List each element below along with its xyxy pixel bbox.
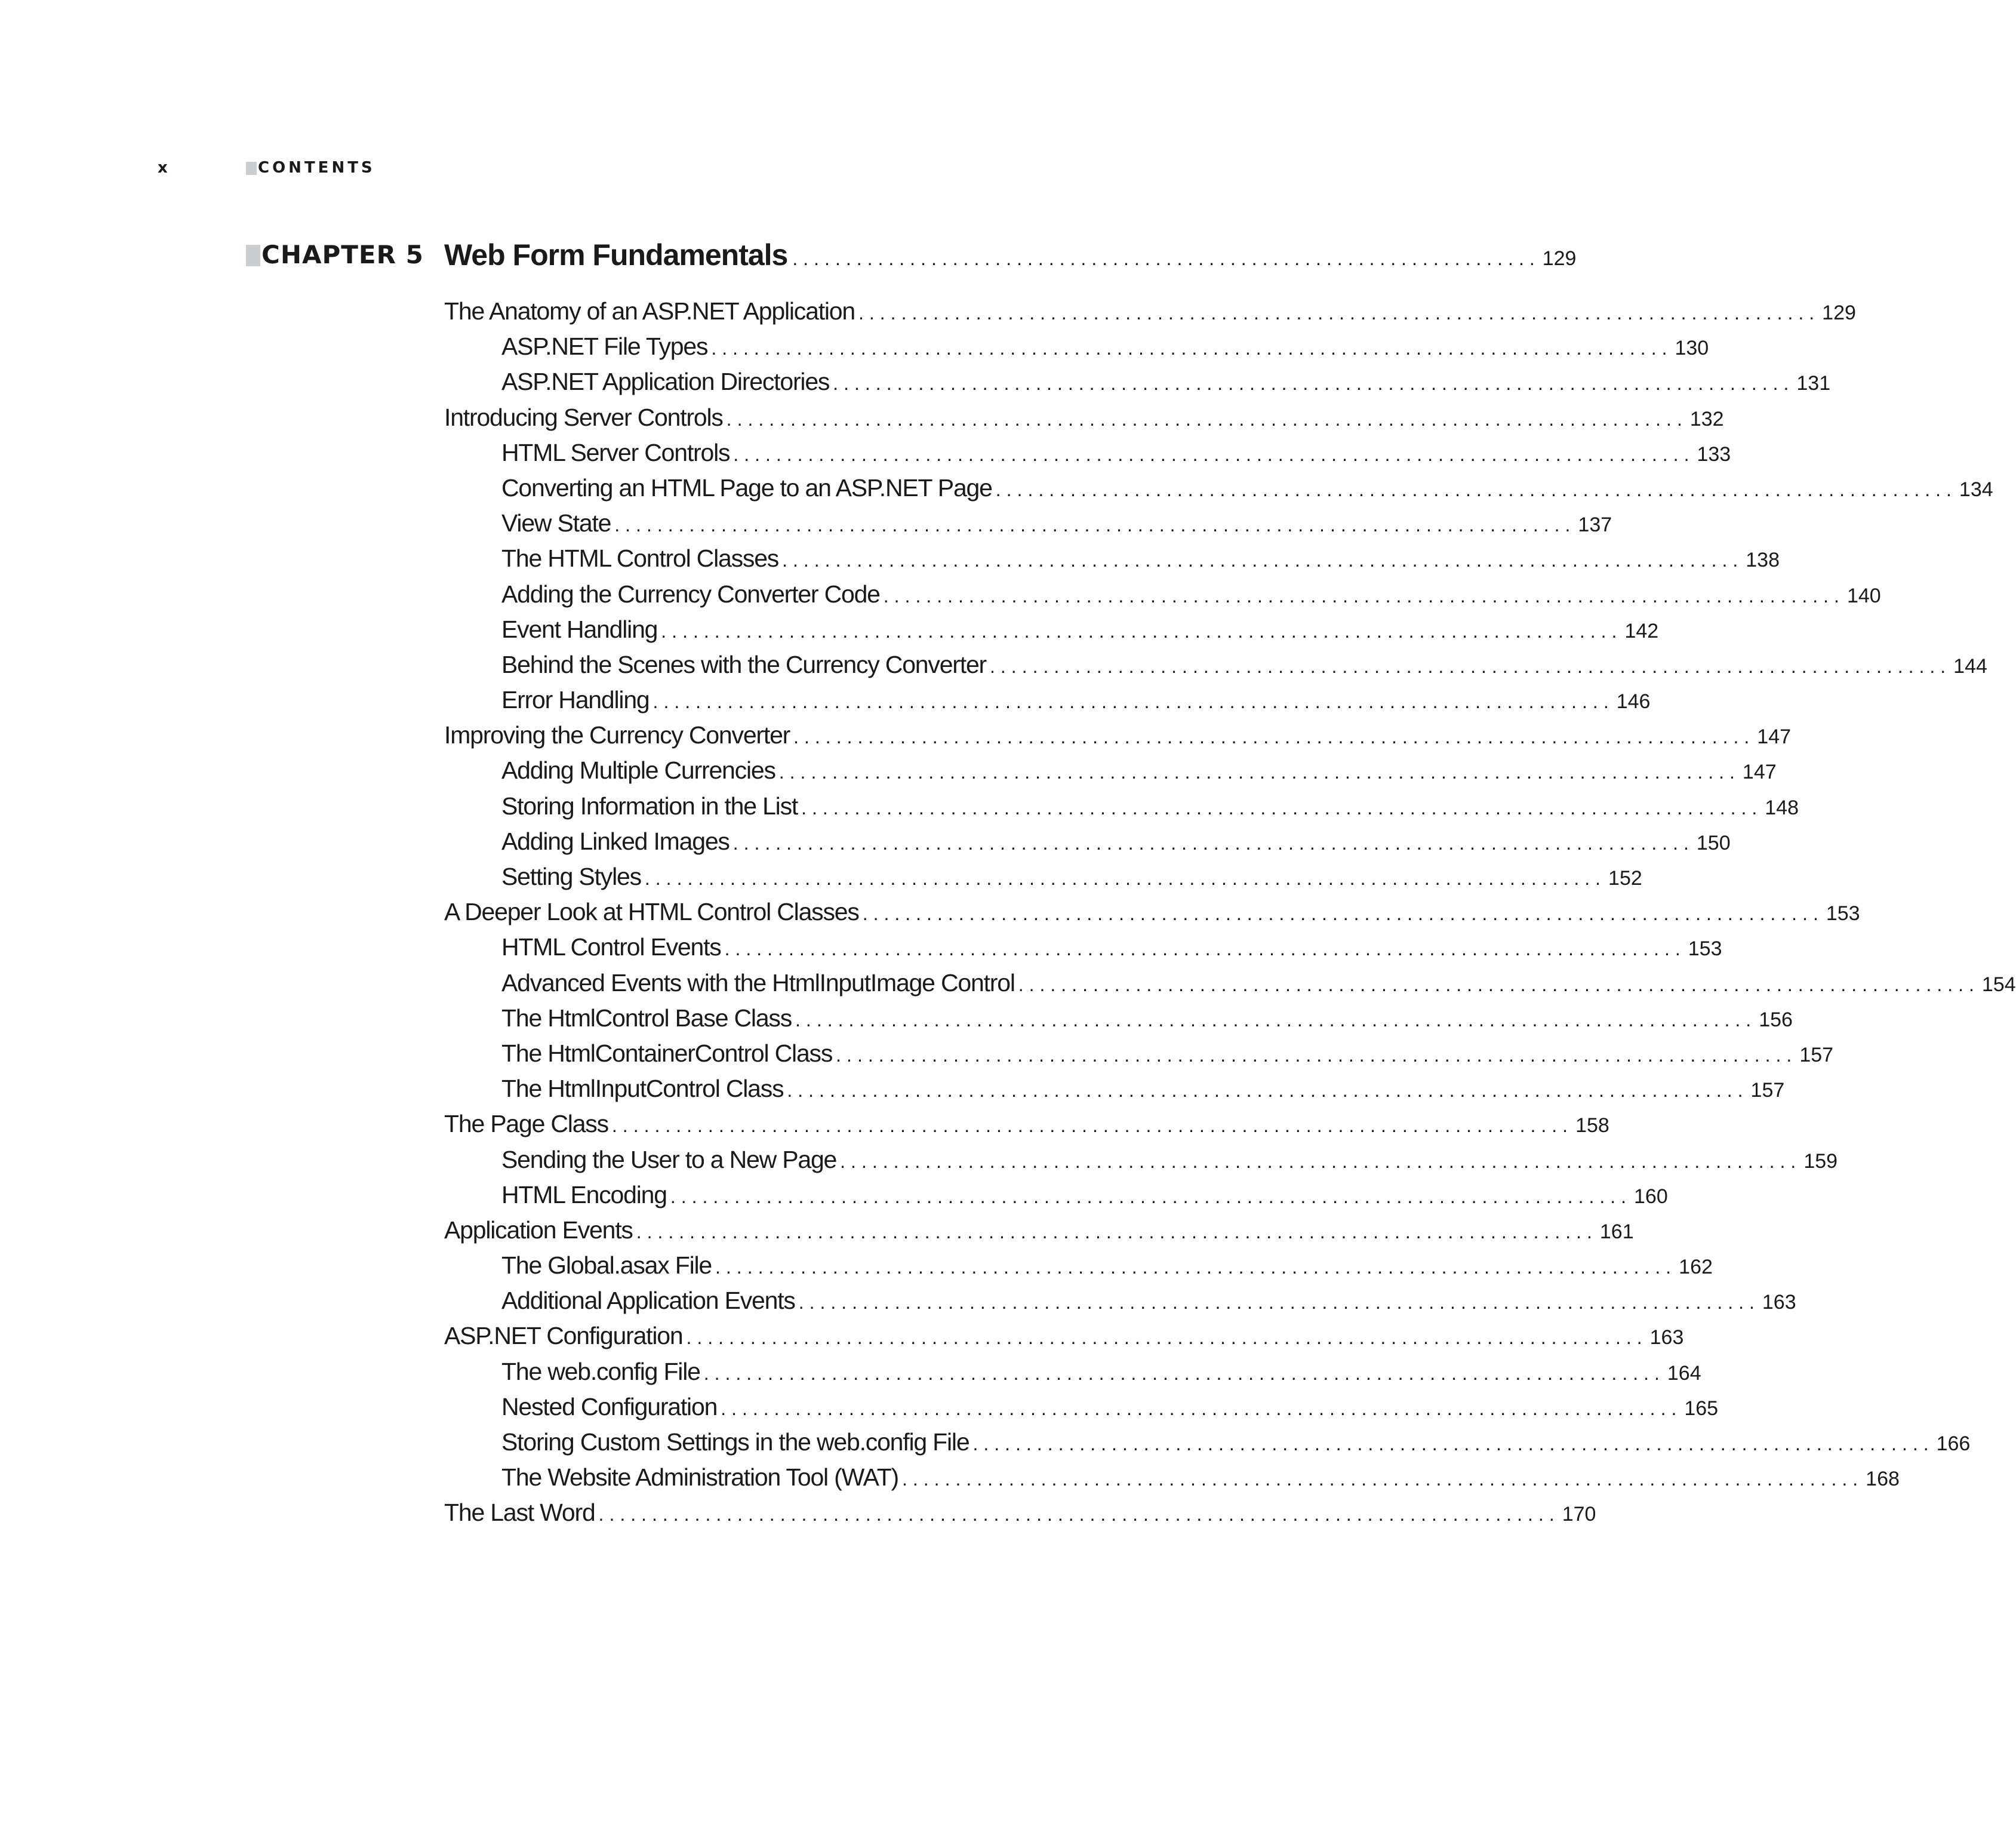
dot-leader: .......................................................................................... — [782, 549, 1744, 571]
toc-entry-page-number: 146 — [1616, 690, 1651, 714]
toc-subsection-entry — [444, 1425, 1971, 1460]
toc-entry-page-number: 158 — [1575, 1114, 1609, 1137]
toc-subsection-entry — [444, 364, 1831, 399]
toc-subsection-entry — [444, 1001, 1793, 1036]
dot-leader: .......................................................................................... — [726, 408, 1688, 430]
toc-entry-page-number: 148 — [1765, 796, 1799, 819]
toc-entry-title: Converting an HTML Page to an ASP.NET Page — [501, 473, 992, 502]
dot-leader: .......................................................................................... — [733, 443, 1695, 465]
toc-subsection-entry — [444, 930, 1722, 965]
toc-entry-page-number: 137 — [1578, 513, 1612, 537]
toc-subsection-entry — [444, 1283, 1796, 1318]
toc-entry-title: The Page Class — [444, 1110, 608, 1138]
dot-leader: .......................................................................................... — [798, 1291, 1760, 1314]
toc-entry-page-number: 168 — [1866, 1468, 1900, 1491]
dot-leader: .......................................................................................... — [711, 337, 1673, 359]
toc-entry-page-number: 129 — [1822, 302, 1856, 324]
toc-entry-title: Setting Styles — [501, 863, 641, 890]
dot-leader: .......................................................................................... — [715, 1256, 1677, 1278]
dot-leader: .......................................................................................... — [732, 832, 1694, 854]
toc-section-entry — [444, 1106, 1609, 1142]
toc-entry-page-number: 140 — [1846, 584, 1881, 607]
toc-subsection-entry — [444, 577, 1881, 612]
toc-entry-title: Error Handling — [501, 686, 650, 714]
dot-leader: .......................................................................................... — [840, 1150, 1802, 1172]
toc-entry-title: The HtmlContainerControl Class — [501, 1039, 833, 1067]
toc-entry-title: ASP.NET Configuration — [444, 1322, 683, 1350]
dot-leader: .......................................................................................... — [836, 1044, 1798, 1066]
toc-subsection-entry — [444, 506, 1612, 541]
toc-entry-title: The web.config File — [501, 1357, 700, 1385]
chapter-label: CHAPTER 5 — [261, 240, 424, 269]
toc-entry-title: Nested Configuration — [501, 1392, 718, 1420]
dot-leader: .......................................................................................... — [862, 903, 1824, 925]
toc-section-entry — [444, 1318, 1684, 1354]
toc-entry-page-number: 170 — [1562, 1503, 1596, 1526]
dot-leader: .......................................................................................... — [883, 585, 1845, 607]
toc-entry-page-number: 130 — [1675, 337, 1709, 360]
page-folio: x — [158, 159, 168, 177]
toc-section-entry — [444, 894, 1860, 930]
toc-entry-page-number: 134 — [1959, 478, 1993, 501]
toc-entry-title: Adding the Currency Converter Code — [501, 580, 880, 608]
toc-entry-page-number: 162 — [1679, 1256, 1713, 1279]
chapter-title-line — [444, 234, 1577, 276]
dot-leader: .......................................................................................... — [972, 1433, 1934, 1454]
toc-entry-title: Advanced Events with the HtmlInputImage Control — [501, 968, 1015, 997]
toc-subsection-entry — [444, 753, 1777, 788]
toc-entry-title: The Anatomy of an ASP.NET Application — [444, 297, 855, 325]
dot-leader: .......................................................................................... — [721, 1397, 1682, 1419]
chapter-page-number: 129 — [1542, 247, 1577, 270]
toc-subsection-entry — [444, 965, 2016, 1001]
toc-subsection-entry — [444, 612, 1659, 647]
toc-entry-page-number: 147 — [1742, 761, 1777, 784]
toc-subsection-entry — [444, 541, 1780, 576]
dot-leader: .......................................................................................... — [902, 1468, 1864, 1490]
toc-entry-title: Improving the Currency Converter — [444, 721, 790, 749]
dot-leader: .......................................................................................... — [793, 726, 1755, 748]
dot-leader: ...................................................................... — [792, 248, 1540, 269]
toc-entry-title: Storing Information in the List — [501, 792, 798, 820]
toc-section-entry — [444, 1213, 1634, 1248]
toc-subsection-entry — [444, 1460, 1900, 1495]
toc-subsection-entry — [444, 1389, 1719, 1425]
dot-leader: .......................................................................................... — [858, 302, 1820, 324]
toc-entry-title: The HTML Control Classes — [501, 545, 779, 573]
toc-entry-title: Storing Custom Settings in the web.config File — [501, 1428, 969, 1456]
section-marker-square — [246, 162, 257, 175]
dot-leader: .......................................................................................... — [611, 1115, 1574, 1137]
chapter-heading — [0, 234, 1577, 276]
toc-subsection-entry — [444, 682, 1651, 718]
toc-subsection-entry — [444, 329, 1709, 364]
dot-leader: .......................................................................................... — [644, 868, 1606, 889]
dot-leader: .......................................................................................... — [833, 373, 1795, 395]
toc-entry-page-number: 142 — [1624, 619, 1659, 642]
toc-entry-title: The Global.asax File — [501, 1251, 712, 1280]
toc-subsection-entry — [444, 859, 1642, 894]
dot-leader: .......................................................................................... — [995, 478, 1957, 500]
toc-subsection-entry — [444, 1142, 1838, 1177]
chapter-title: Web Form Fundamentals — [444, 238, 788, 272]
toc-entry-title: Introducing Server Controls — [444, 403, 723, 431]
dot-leader: .......................................................................................... — [614, 514, 1576, 536]
dot-leader: .......................................................................................... — [990, 655, 1952, 677]
toc-entry-page-number: 159 — [1803, 1149, 1838, 1173]
toc-entry-title: The HtmlControl Base Class — [501, 1004, 792, 1032]
dot-leader: .......................................................................................... — [686, 1327, 1648, 1349]
toc-entry-page-number: 154 — [1981, 973, 2016, 996]
toc-section-entry — [444, 1495, 1596, 1530]
toc-entry-title: HTML Encoding — [501, 1180, 667, 1208]
dot-leader: .......................................................................................... — [670, 1185, 1632, 1207]
toc-subsection-entry — [444, 1036, 1834, 1071]
toc-entry-title: Application Events — [444, 1216, 633, 1244]
toc-entry-page-number: 153 — [1826, 902, 1860, 925]
toc-entry-title: ASP.NET Application Directories — [501, 368, 830, 396]
toc-entry-page-number: 152 — [1608, 867, 1642, 890]
running-head-section: CONTENTS — [258, 159, 376, 177]
toc-entry-title: The HtmlInputControl Class — [501, 1075, 784, 1103]
toc-entry-title: ASP.NET File Types — [501, 333, 708, 361]
dot-leader: .......................................................................................... — [652, 691, 1614, 713]
toc-entry-page-number: 132 — [1689, 407, 1724, 430]
toc-entry-title: Sending the User to a New Page — [501, 1145, 837, 1173]
toc-section-entry — [444, 294, 1856, 329]
toc-entry-page-number: 133 — [1697, 442, 1731, 466]
toc-entry-page-number: 153 — [1688, 937, 1722, 961]
toc-entry-title: Event Handling — [501, 615, 658, 643]
toc-entry-page-number: 156 — [1759, 1008, 1793, 1031]
toc-subsection-entry — [444, 789, 1799, 824]
toc-subsection-entry — [444, 1177, 1668, 1213]
toc-subsection-entry — [444, 647, 1987, 682]
toc-entry-page-number: 147 — [1757, 725, 1792, 749]
dot-leader: .......................................................................................... — [778, 761, 1740, 783]
toc-subsection-entry — [444, 1248, 1713, 1283]
dot-leader: .......................................................................................... — [1018, 973, 1980, 995]
dot-leader: .......................................................................................... — [598, 1503, 1560, 1526]
toc-entry-title: Adding Linked Images — [501, 827, 730, 855]
toc-entry-page-number: 165 — [1684, 1397, 1719, 1420]
running-head — [0, 156, 1433, 180]
dot-leader: .......................................................................................... — [661, 620, 1623, 642]
toc-subsection-entry — [444, 1354, 1701, 1389]
toc-section-entry — [444, 400, 1724, 435]
toc-entry-page-number: 163 — [1762, 1291, 1796, 1314]
dot-leader: .......................................................................................... — [636, 1220, 1598, 1243]
toc-entry-page-number: 163 — [1649, 1326, 1684, 1349]
toc-entry-page-number: 157 — [1799, 1043, 1834, 1066]
chapter-marker-square — [246, 245, 260, 266]
toc-entry-title: The Website Administration Tool (WAT) — [501, 1463, 898, 1491]
table-of-contents — [444, 294, 2016, 1531]
toc-entry-page-number: 131 — [1796, 372, 1831, 395]
toc-entry-page-number: 157 — [1750, 1079, 1785, 1102]
toc-entry-page-number: 164 — [1667, 1361, 1701, 1385]
dot-leader: .......................................................................................... — [703, 1362, 1665, 1384]
toc-entry-page-number: 150 — [1696, 831, 1731, 854]
toc-subsection-entry — [444, 470, 1993, 506]
toc-section-entry — [444, 718, 1792, 753]
toc-entry-page-number: 138 — [1746, 549, 1780, 572]
toc-entry-page-number: 144 — [1953, 654, 1987, 678]
toc-entry-page-number: 161 — [1599, 1220, 1634, 1243]
toc-entry-title: HTML Control Events — [501, 933, 721, 961]
toc-entry-page-number: 166 — [1936, 1432, 1971, 1455]
toc-entry-title: HTML Server Controls — [501, 438, 730, 466]
toc-entry-title: Behind the Scenes with the Currency Converter — [501, 650, 987, 678]
dot-leader: .......................................................................................... — [801, 796, 1763, 819]
toc-entry-title: Additional Application Events — [501, 1287, 795, 1315]
dot-leader: .......................................................................................... — [724, 938, 1686, 960]
toc-entry-title: Adding Multiple Currencies — [501, 756, 775, 785]
dot-leader: .......................................................................................... — [795, 1008, 1757, 1031]
toc-entry-page-number: 160 — [1634, 1185, 1668, 1208]
toc-subsection-entry — [444, 824, 1731, 859]
toc-entry-title: The Last Word — [444, 1499, 595, 1527]
toc-entry-title: A Deeper Look at HTML Control Classes — [444, 898, 859, 926]
toc-subsection-entry — [444, 435, 1731, 470]
dot-leader: .......................................................................................... — [787, 1080, 1749, 1102]
toc-subsection-entry — [444, 1071, 1785, 1106]
toc-entry-title: View State — [501, 509, 611, 537]
